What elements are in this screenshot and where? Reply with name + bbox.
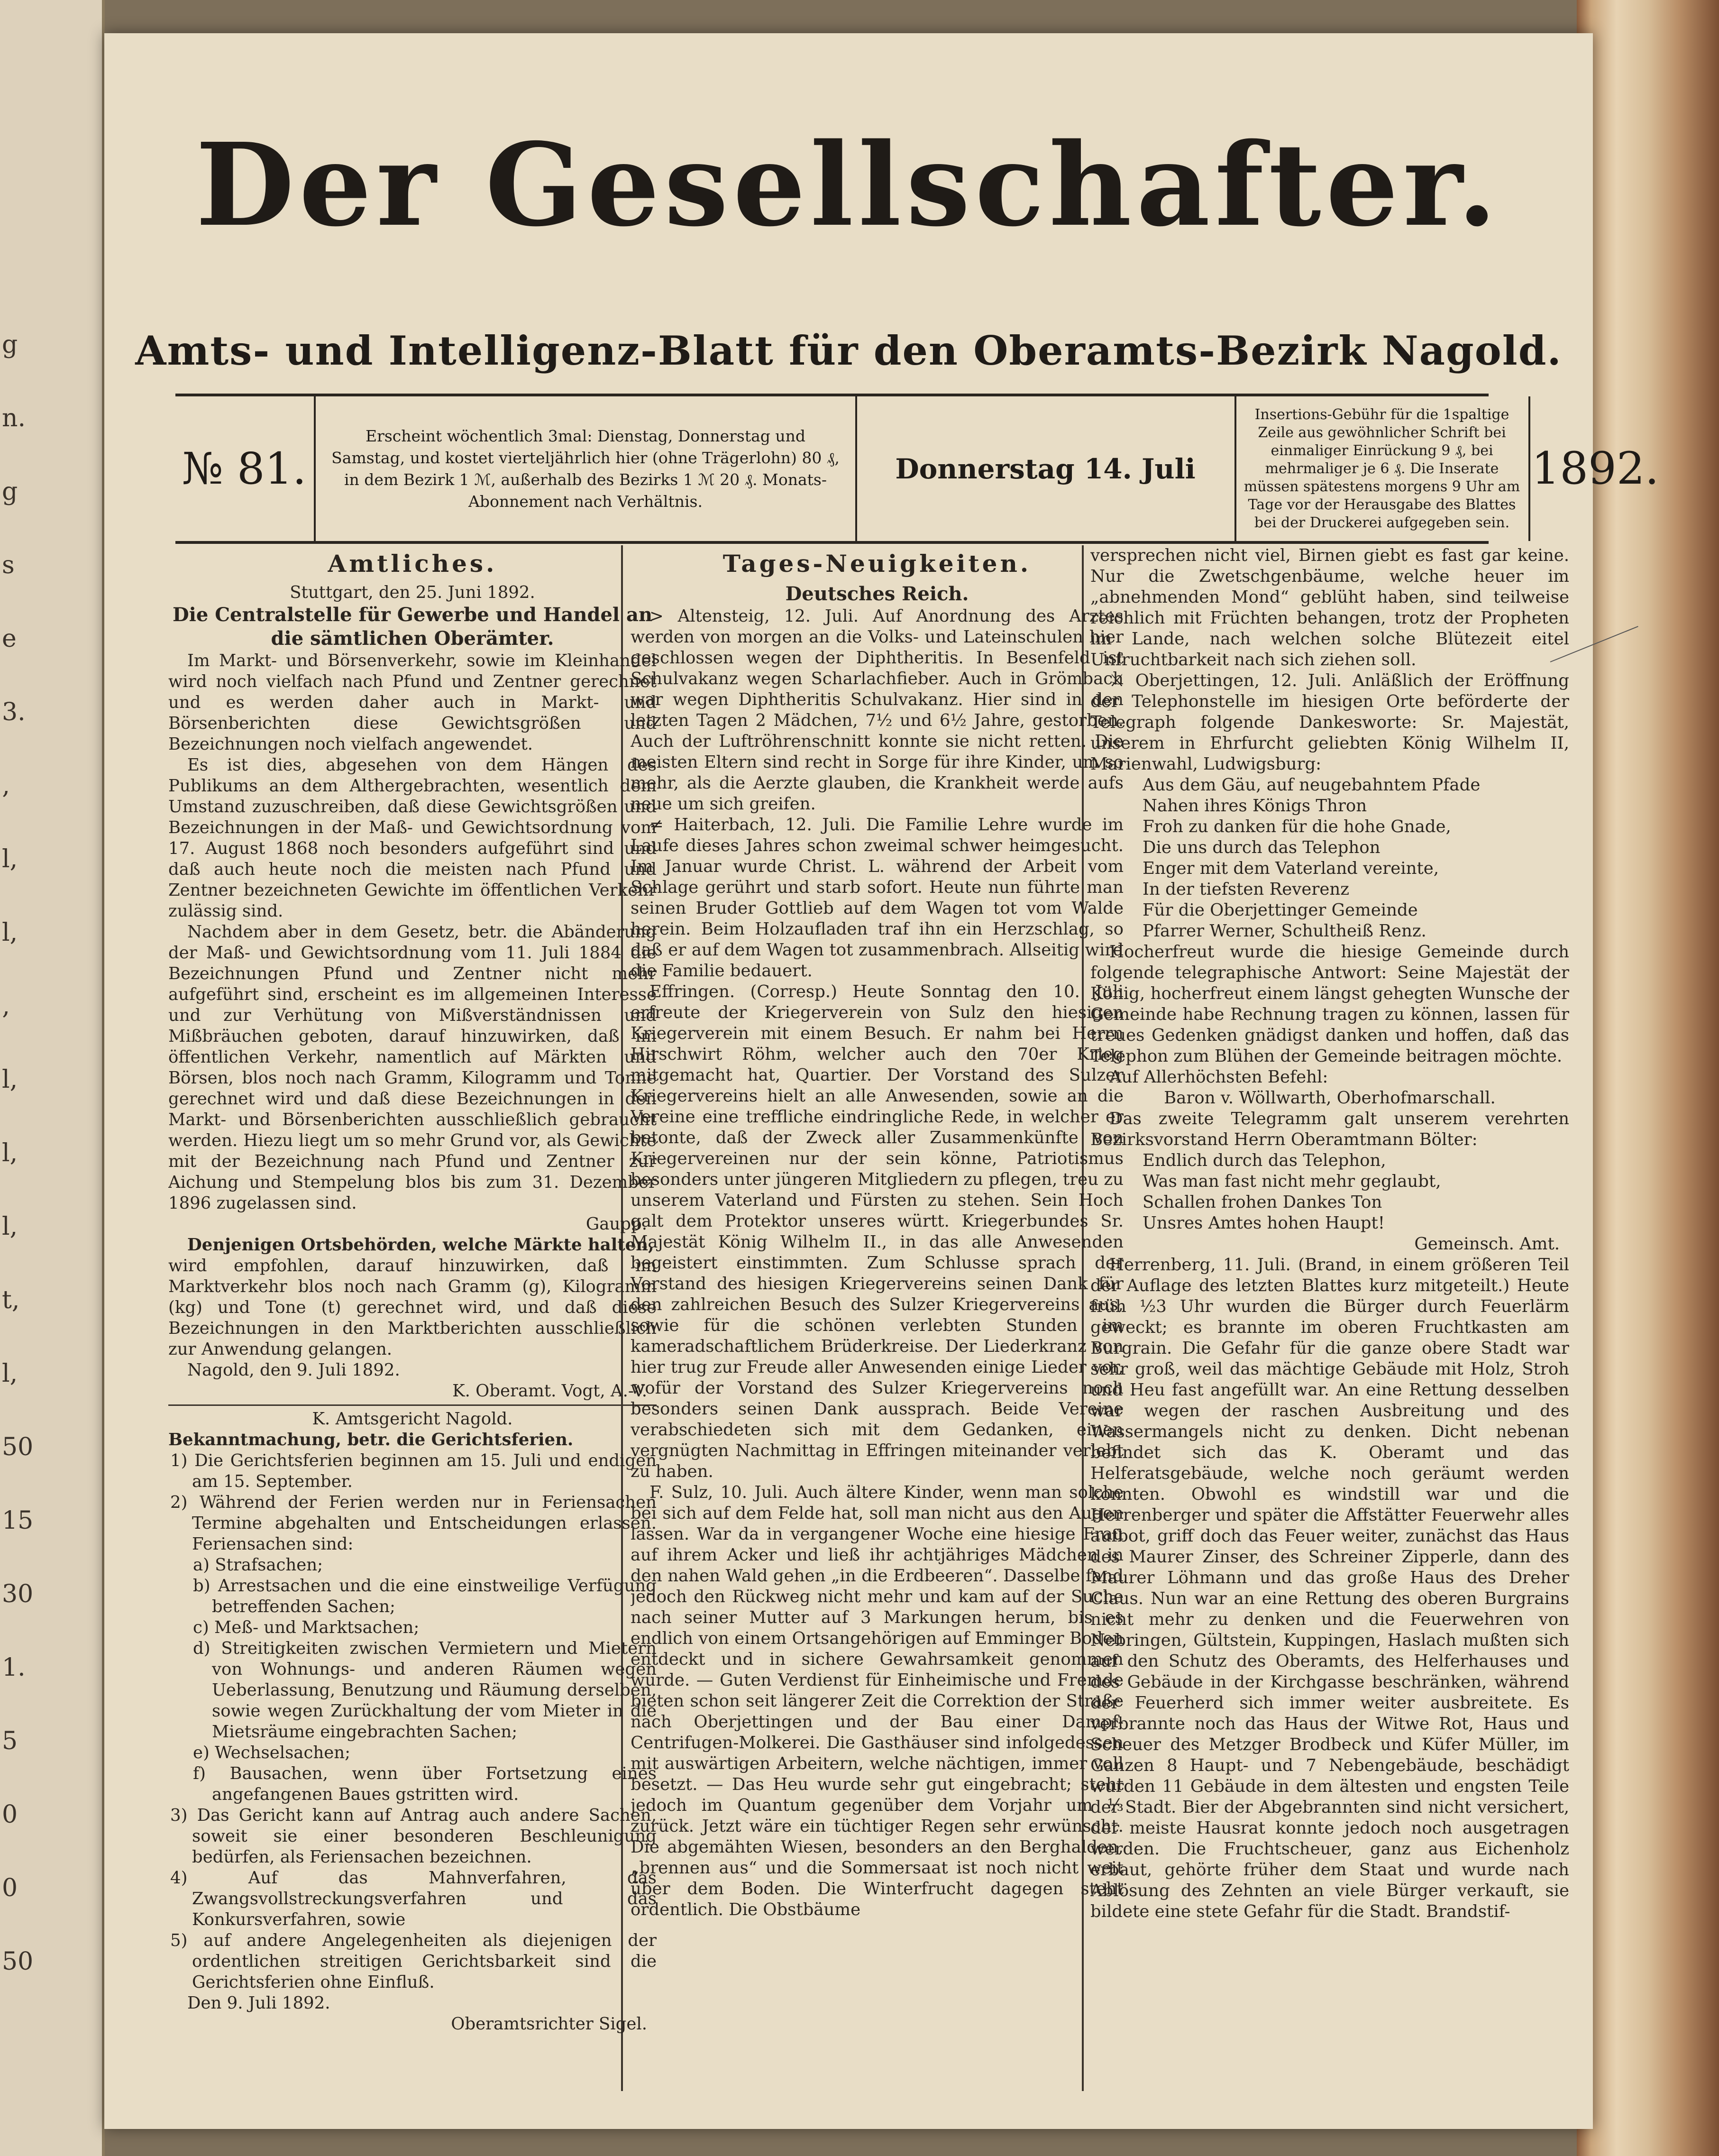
paragraph: Es ist dies, abgesehen von dem Hängen des Publikums an dem Althergebrachten, wesentlich dem Umstand zuzuschreiben, daß diese Gewichtsgrößen und Bezeichnungen in der Maß- und Gewichtsordnung vom 17. August 1868 noch besonders aufgeführt sind und daß auch heute noch die meisten nach Pfund und Zentner bezeichneten Gewichte im öffentlichen Verkehr zulässig sind. xyxy=(168,755,657,921)
poem-line: Unsres Amtes hohen Haupt! xyxy=(1143,1213,1385,1233)
poem-line: Enger mit dem Vaterland vereinte, xyxy=(1143,859,1439,878)
issue-date: Donnerstag 14. Juli xyxy=(895,452,1196,485)
paragraph-lead: Denjenigen Ortsbehörden, welche Märkte halten, xyxy=(187,1235,654,1255)
previous-page-fragment: l, xyxy=(2,1212,18,1241)
info-divider xyxy=(1234,396,1236,541)
dateline: Stuttgart, den 25. Juni 1892. xyxy=(290,583,535,602)
paragraph: Herrenberg, 11. Juli. (Brand, in einem größeren Teil der Auflage des letzten Blattes kurz mitgeteilt.) Heute früh ½3 Uhr wurden die Bürger durch Feuerlärm geweckt; es brannte im oberen Fruchtkasten am Burgrain. Die Gefahr für die ganze obere Stadt war sehr groß, weil das mächtige Gebäude mit Holz, Stroh und Heu fast angefüllt war. An eine Rettung desselben war wegen der raschen Ausbreitung und des Wassermangels nicht zu denken. Dicht nebenan befindet sich das K. Oberamt und das Helferatsgebäude, welche noch geräumt werden konnten. Obwohl es windstill war und die Herrenberger und später die Affstätter Feuerwehr alles aufbot, griff doch das Feuer weiter, zunächst das Haus des Maurer Zinser, des Schreiner Zipperle, dann des Maurer Löhmann und das große Haus des Dreher Claus. Nun war an eine Rettung des oberen Burgrains nicht mehr zu denken und die Feuerwehren von Nebringen, Gültstein, Kuppingen, Haslach mußten sich auf den Schutz des Oberamts, des Helferhauses und des Gebäude in der Kirchgasse beschränken, während der Feuerherd sich immer weiter ausbreitete. Es verbrannte noch das Haus der Witwe Rot, Haus und Scheuer des Metzger Brodbeck und Küfer Müller, im Ganzen 8 Haupt- und 7 Nebengebäude, beschädigt wurden 11 Gebäude in dem ältesten und engsten Teile der Stadt. Bier der Abgebrannten sind nicht versichert, der meiste Hausrat konnte jedoch noch ausgetragen werden. Die Fruchtscheuer, ganz aus Eichenholz erbaut, gehörte früher dem Staat und wurde nach Ablösung des Zehnten an viele Bürger verkauft, sie bildete eine stete Gefahr für die Stadt. Brandstif- xyxy=(1090,1255,1569,1921)
info-divider xyxy=(1528,396,1530,541)
paragraph: ⚔ Oberjettingen, 12. Juli. Anläßlich der Eröffnung der Telephonstelle im hiesigen Orte beförderte der Telegraph folgende Dankesworte: Sr. Majestät, unserem in Ehrfurcht geliebten König Wilhelm II, Marienwahl, Ludwigsburg: xyxy=(1090,671,1569,774)
notice-list xyxy=(168,1805,657,1993)
issue-year: 1892. xyxy=(1531,443,1659,495)
info-divider xyxy=(314,396,316,541)
signature: Gaupp. xyxy=(585,1214,647,1234)
column-news-continued xyxy=(1090,545,1569,2086)
list-item: b) Arrestsachen und die eine einstweilige Verfügung betreffenden Sachen; xyxy=(193,1576,657,1616)
subscription-info: Erscheint wöchentlich 3mal: Dienstag, Donnerstag und Samstag, und kostet vierteljährlich hier (ohne Trägerlohn) 80 ₰, in dem Bezirk 1 ℳ, außerhalb des Bezirks 1 ℳ 20 ₰. Monats-Abonnement nach Verhältnis. xyxy=(331,426,840,511)
poem xyxy=(1090,775,1569,942)
paragraph: Nachdem aber in dem Gesetz, betr. die Abänderung der Maß- und Gewichtsordnung vom 11. Juli 1884 die Bezeichnungen Pfund und Zentner nicht mehr aufgeführt sind, erscheint es im allgemeinen Interesse und zur Verhütung von Mißverständnissen und Mißbräuchen geboten, darauf hinzuwirken, daß im öffentlichen Verkehr, namentlich auf Märkten und Börsen, blos noch nach Gramm, Kilogramm und Tonne gerechnet wird und daß diese Bezeichnungen in den Markt- und Börsenberichten ausschließlich gebraucht werden. Hiezu liegt um so mehr Grund vor, als Gewichte mit der Bezeichnung nach Pfund und Zentner zur Aichung und Stempelung blos bis zum 31. Dezember 1896 zugelassen sind. xyxy=(168,922,657,1213)
column-news xyxy=(631,545,1124,2086)
poem xyxy=(1090,1150,1569,1234)
list-item: 4) Auf das Mahnverfahren, das Zwangsvollstreckungsverfahren und das Konkursverfahren, sowie xyxy=(170,1868,657,1929)
info-divider xyxy=(855,396,857,541)
list-item: 3) Das Gericht kann auf Antrag auch andere Sachen, soweit sie einer besonderen Beschleunigung bedürfen, als Feriensachen bezeichnen. xyxy=(170,1806,657,1867)
section-heading-news: Tages-Neuigkeiten. xyxy=(722,550,1032,578)
list-item: e) Wechselsachen; xyxy=(193,1743,351,1762)
signature: Oberamtsrichter Sigel. xyxy=(451,2014,647,2034)
poem-line: Pfarrer Werner, Schultheiß Renz. xyxy=(1143,921,1426,941)
previous-page-fragment: g xyxy=(2,477,18,506)
section-heading-official: Amtliches. xyxy=(328,550,497,578)
list-item: a) Strafsachen; xyxy=(193,1555,323,1575)
signature: K. Oberamt. Vogt, A.-V. xyxy=(452,1381,647,1401)
paragraph: Hocherfreut wurde die hiesige Gemeinde durch folgende telegraphische Antwort: Seine Majestät der König, hocherfreut einem längst gehegten Wunsche der Gemeinde habe Rechnung tragen zu können, lassen für treues Gedenken gnädigst danken und hoffen, daß das Telephon zum Blühen der Gemeinde beitragen möchte. xyxy=(1090,942,1569,1066)
paragraph: Im Markt- und Börsenverkehr, sowie im Kleinhandel wird noch vielfach nach Pfund und Zentner gerechnet und es werden daher auch in Markt- und Börsenberichten diese Gewichtsgrößen und Bezeichnungen noch vielfach angewendet. xyxy=(168,651,657,754)
masthead-subtitle: Amts- und Intelligenz-Blatt für den Oberamts-Bezirk Nagold. xyxy=(135,327,1562,374)
poem-line: Für die Oberjettinger Gemeinde xyxy=(1143,900,1418,920)
issue-info-bar xyxy=(175,394,1659,544)
list-item: 5) auf andere Angelegenheiten als diejenigen der ordentlichen streitigen Gerichtsbarkeit sind die Gerichtsferien ohne Einfluß. xyxy=(170,1931,657,1992)
previous-page-fragment: s xyxy=(2,551,15,579)
paragraph: ≠ Haiterbach, 12. Juli. Die Familie Lehre wurde im Laufe dieses Jahres schon zweimal schwer heimgesucht. Im Januar wurde Christ. L. während der Arbeit vom Schlage gerührt und starb sofort. Heute nun führte man seinen Bruder Gottlieb auf dem Wagen tot vom Walde herein. Beim Holzaufladen traf ihn ein Herzschlag, so daß er auf dem Wagen tot zusammenbrach. Allseitig wird die Familie bedauert. xyxy=(631,815,1124,981)
insertion-info: Insertions-Gebühr für die 1spaltige Zeile aus gewöhnlicher Schrift bei einmaliger Einrückung 9 ₰, bei mehrmaliger je 6 ₰. Die Inserate müssen spätestens morgens 9 Uhr am Tage vor der Herausgabe des Blattes bei der Druckerei aufgegeben sein. xyxy=(1244,406,1520,531)
divider xyxy=(168,1404,657,1406)
poem-line: Die uns durch das Telephon xyxy=(1143,838,1381,857)
previous-page-fragment: l, xyxy=(2,845,18,873)
previous-page-fragment: 1. xyxy=(2,1653,26,1682)
previous-page-fragment: l, xyxy=(2,918,18,947)
book-edge xyxy=(1577,0,1719,2156)
list-item: f) Bausachen, wenn über Fortsetzung eines angefangenen Baues gstritten wird. xyxy=(193,1764,657,1804)
previous-page-fragment: l, xyxy=(2,1065,18,1094)
newspaper-page xyxy=(104,33,1659,2129)
previous-page-fragment: 0 xyxy=(2,1874,18,1902)
previous-page-fragment: 50 xyxy=(2,1433,34,1461)
poem-line: Froh zu danken für die hohe Gnade, xyxy=(1143,817,1451,836)
previous-page-fragment: ‚ xyxy=(2,992,10,1020)
order-line: Auf Allerhöchsten Befehl: xyxy=(1109,1067,1328,1087)
previous-page-fragment: 5 xyxy=(2,1727,18,1755)
paragraph: Das zweite Telegramm galt unserem verehrten Bezirksvorstand Herrn Oberamtmann Bölter: xyxy=(1090,1109,1569,1149)
signature: Gemeinsch. Amt. xyxy=(1414,1234,1560,1254)
previous-page-fragment: t, xyxy=(2,1286,20,1314)
signature: Baron v. Wöllwarth, Oberhofmarschall. xyxy=(1164,1088,1496,1108)
previous-page-fragment: n. xyxy=(2,404,26,432)
list-item: 2) Während der Ferien werden nur in Feriensachen Termine abgehalten und Entscheidungen erlassen. Feriensachen sind: xyxy=(170,1493,657,1554)
poem-line: Schallen frohen Dankes Ton xyxy=(1143,1193,1382,1212)
poem-line: In der tiefsten Reverenz xyxy=(1143,880,1349,899)
previous-page-fragment: 30 xyxy=(2,1580,34,1608)
list-item: d) Streitigkeiten zwischen Vermietern und Mietern von Wohnungs- und anderen Räumen wegen Ueberlassung, Benutzung und Räumung derselben, sowie wegen Zurückhaltung der vom Mieter in die Mietsräume eingebrachten Sachen; xyxy=(193,1639,657,1742)
place-date: Den 9. Juli 1892. xyxy=(187,1993,330,2013)
section-subheading: Deutsches Reich. xyxy=(785,583,969,605)
previous-page-fragment: 50 xyxy=(2,1947,34,1976)
paragraph: versprechen nicht viel, Birnen giebt es fast gar keine. Nur die Zwetschgenbäume, welche heuer im „abnehmenden Mond“ geblüht haben, sind teilweise reichlich mit Früchten behangen, trotz der Propheten im Lande, nach welchen solche Blütezeit eitel Unfruchtbarkeit nach sich ziehen soll. xyxy=(1090,546,1569,670)
list-item: c) Meß- und Marktsachen; xyxy=(193,1618,420,1637)
previous-page-fragments xyxy=(2,308,99,2039)
poem-line: Endlich durch das Telephon, xyxy=(1143,1151,1386,1170)
paragraph: wird empfohlen, darauf hinzuwirken, daß im Marktverkehr blos noch nach Gramm (g), Kilogramm (kg) und Tone (t) gerechnet wird, und daß diese Bezeichnungen in den Marktberichten ausschließlich zur Anwendung gelangen. xyxy=(168,1256,657,1359)
issue-number: № 81. xyxy=(182,443,307,494)
notice-sublist xyxy=(168,1555,657,1805)
masthead-title: Der Gesellschafter. xyxy=(195,118,1502,252)
paragraph: Effringen. (Corresp.) Heute Sonntag den 10. Juli erfreute der Kriegerverein von Sulz den hiesigen Kriegerverein mit einem Besuch. Er nahm bei Herrn Hirschwirt Röhm, welcher auch den 70er Krieg mitgemacht hat, Quartier. Der Vorstand des Sulzer Kriegervereins hielt an alle Anwesenden, sowie an die Vereine eine treffliche eindringliche Rede, in welcher er betonte, daß der Zweck aller Zusammenkünfte von Kriegervereinen nur der sein könne, Patriotismus besonders unter jüngeren Mitgliedern zu pflegen, treu zu unserem Vaterland und Fürsten zu stehen. Sein Hoch galt dem Protektor unseres württ. Kriegerbundes Sr. Majestät König Wilhelm II., in das alle Anwesenden begeistert einstimmten. Zum Schlusse sprach der Vorstand des hiesigen Kriegervereins seinen Dank für den zahlreichen Besuch des Sulzer Kriegervereins aus, sowie für die schönen verlebten Stunden im kameradschaftlichem Brüderkreise. Der Liederkranz von hier trug zur Freude aller Anwesenden einige Lieder vor, wofür der Vorstand des Sulzer Kriegervereins noch besonders seinen Dank aussprach. Beide Vereine verabschiedeten sich mit dem Gedanken, einen vergnügten Nachmittag in Effringen miteinander verlebt zu haben. xyxy=(631,982,1124,1481)
paragraph: F. Sulz, 10. Juli. Auch ältere Kinder, wenn man solche bei sich auf dem Felde hat, soll man nicht aus den Augen lassen. War da in vergangener Woche eine hiesige Frau auf ihrem Acker und ließ ihr achtjähriges Mädchen in den nahen Wald gehen „in die Erdbeeren“. Dasselbe fand jedoch den Rückweg nicht mehr und kam auf der Suche nach seiner Mutter auf 3 Markungen herum, bis es endlich von einem Ortsangehörigen auf Emminger Boden entdeckt und in sichere Gewahrsamkeit genommen wurde. — Guten Verdienst für Einheimische und Fremde bieten schon seit längerer Zeit die Correktion der Straße nach Oberjettingen und der Bau einer Dampf-Centrifugen-Molkerei. Die Gasthäuser sind infolgedessen mit auswärtigen Arbeitern, welche nächtigen, immer voll besetzt. — Das Heu wurde sehr gut eingebracht; steht jedoch im Quantum gegenüber dem Vorjahr um ⅓ zurück. Jetzt wäre ein tüchtiger Regen sehr erwünscht. Die abgemähten Wiesen, besonders an den Berghalden, „brennen aus“ und die Sommersaat ist noch nicht weit über dem Boden. Die Winterfrucht dagegen steht ordentlich. Die Obstbäume xyxy=(631,1483,1124,1919)
list-item: 1) Die Gerichtsferien beginnen am 15. Juli und endigen am 15. September. xyxy=(170,1451,657,1491)
place-date: Nagold, den 9. Juli 1892. xyxy=(187,1360,400,1380)
previous-page-fragment: l, xyxy=(2,1139,18,1167)
poem-line: Aus dem Gäu, auf neugebahntem Pfade xyxy=(1143,775,1481,795)
poem-line: Was man fast nicht mehr geglaubt, xyxy=(1143,1172,1441,1191)
previous-page-fragment: l, xyxy=(2,1359,18,1388)
previous-page-edge xyxy=(0,0,105,2156)
notice-title: Bekanntmachung, betr. die Gerichtsferien. xyxy=(168,1430,574,1450)
previous-page-fragment: ‚ xyxy=(2,771,10,800)
poem-line: Nahen ihres Königs Thron xyxy=(1143,796,1367,816)
article-title: Die Centralstelle für Gewerbe und Handel an die sämtlichen Oberämter. xyxy=(172,604,653,650)
notice-list xyxy=(168,1450,657,1555)
previous-page-fragment: 3. xyxy=(2,698,26,726)
previous-page-fragment: 0 xyxy=(2,1800,18,1829)
previous-page-fragment: e xyxy=(2,624,17,653)
paragraph: > Altensteig, 12. Juli. Auf Anordnung des Arztes werden von morgen an die Volks- und Lateinschulen hier geschlossen wegen der Diphtheritis. In Besenfeld ist Schulvakanz wegen Scharlachfieber. Auch in Grömbach war wegen Diphtheritis Schulvakanz. Hier sind in den letzten Tagen 2 Mädchen, 7½ und 6½ Jahre, gestorben. Auch der Luftröhrenschnitt konnte sie nicht retten. Die meisten Eltern sind recht in Sorge für ihre Kinder, um so mehr, als die Aerzte glauben, die Krankheit werde aufs neue um sich greifen. xyxy=(631,606,1124,814)
column-official xyxy=(168,545,657,2086)
previous-page-fragment: 15 xyxy=(2,1506,34,1535)
court-name: K. Amtsgericht Nagold. xyxy=(312,1409,513,1429)
previous-page-fragment: g xyxy=(2,330,18,359)
